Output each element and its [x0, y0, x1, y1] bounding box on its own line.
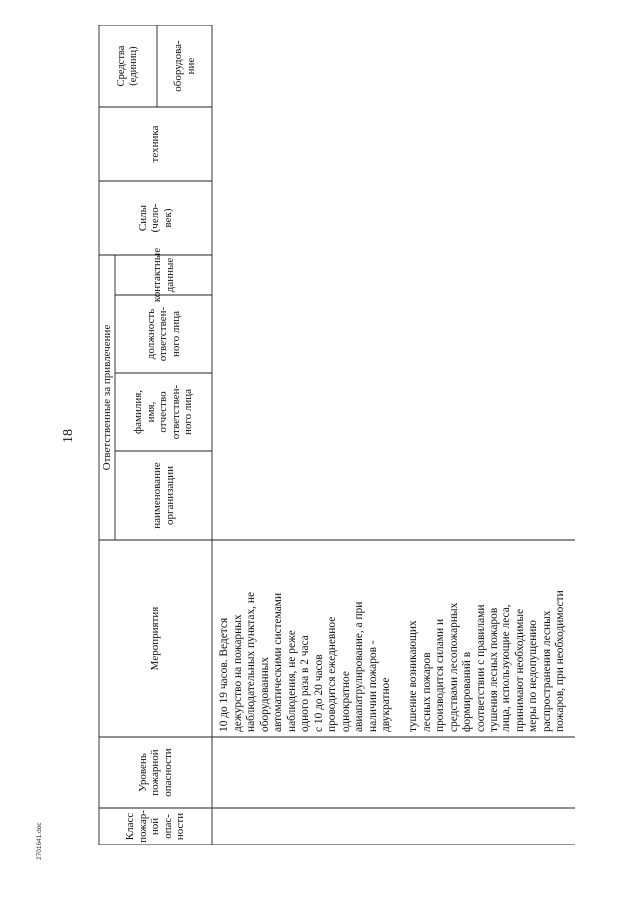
header-full-name: фамилия, имя, отчество ответствен- ного лица	[132, 384, 195, 440]
header-contacts: контактные данные	[151, 247, 176, 303]
page-number: 18	[61, 429, 76, 443]
header-responsible-group: Ответственные за привлечение	[100, 324, 113, 471]
header-machinery: техника	[149, 125, 162, 163]
header-class: Класс пожар- ной опас- ности	[124, 810, 187, 843]
measures-text-3: тушение возникающих лесных пожаров производится силами и средствами лесопожарных формирований в соответствии с правилами тушения лесных пожаров	[407, 602, 500, 732]
header-forces: Силы (чело- век)	[136, 203, 174, 233]
header-level: Уровень пожарной опасности	[136, 748, 174, 797]
rotated-page	[55, 25, 575, 845]
measures-text-2: проводится ежедневное однократное авиапатрулирование, а при наличии пожаров - двукратное	[326, 601, 392, 732]
header-position: должность ответствен- ного лица	[144, 306, 182, 362]
header-equipment: оборудова- ние	[172, 40, 197, 92]
measures-text-1: 10 до 19 часов. Ведется дежурство на пожарных наблюдательных пунктах, не оборудованных автоматическими системами наблюдения, не реже одного раза в 2 часа с 10 до 20 часов	[218, 591, 325, 732]
measures-text-4: лица, использующие леса, принимают необходимые меры по недопущению распространения лесных пожаров, при необходимости	[500, 590, 566, 732]
document-id: 2701641.doc	[36, 822, 43, 860]
header-means-group: Средства (единиц)	[115, 45, 139, 87]
header-measures: Мероприятия	[149, 606, 162, 671]
header-org-name: наименование организации	[151, 462, 176, 529]
